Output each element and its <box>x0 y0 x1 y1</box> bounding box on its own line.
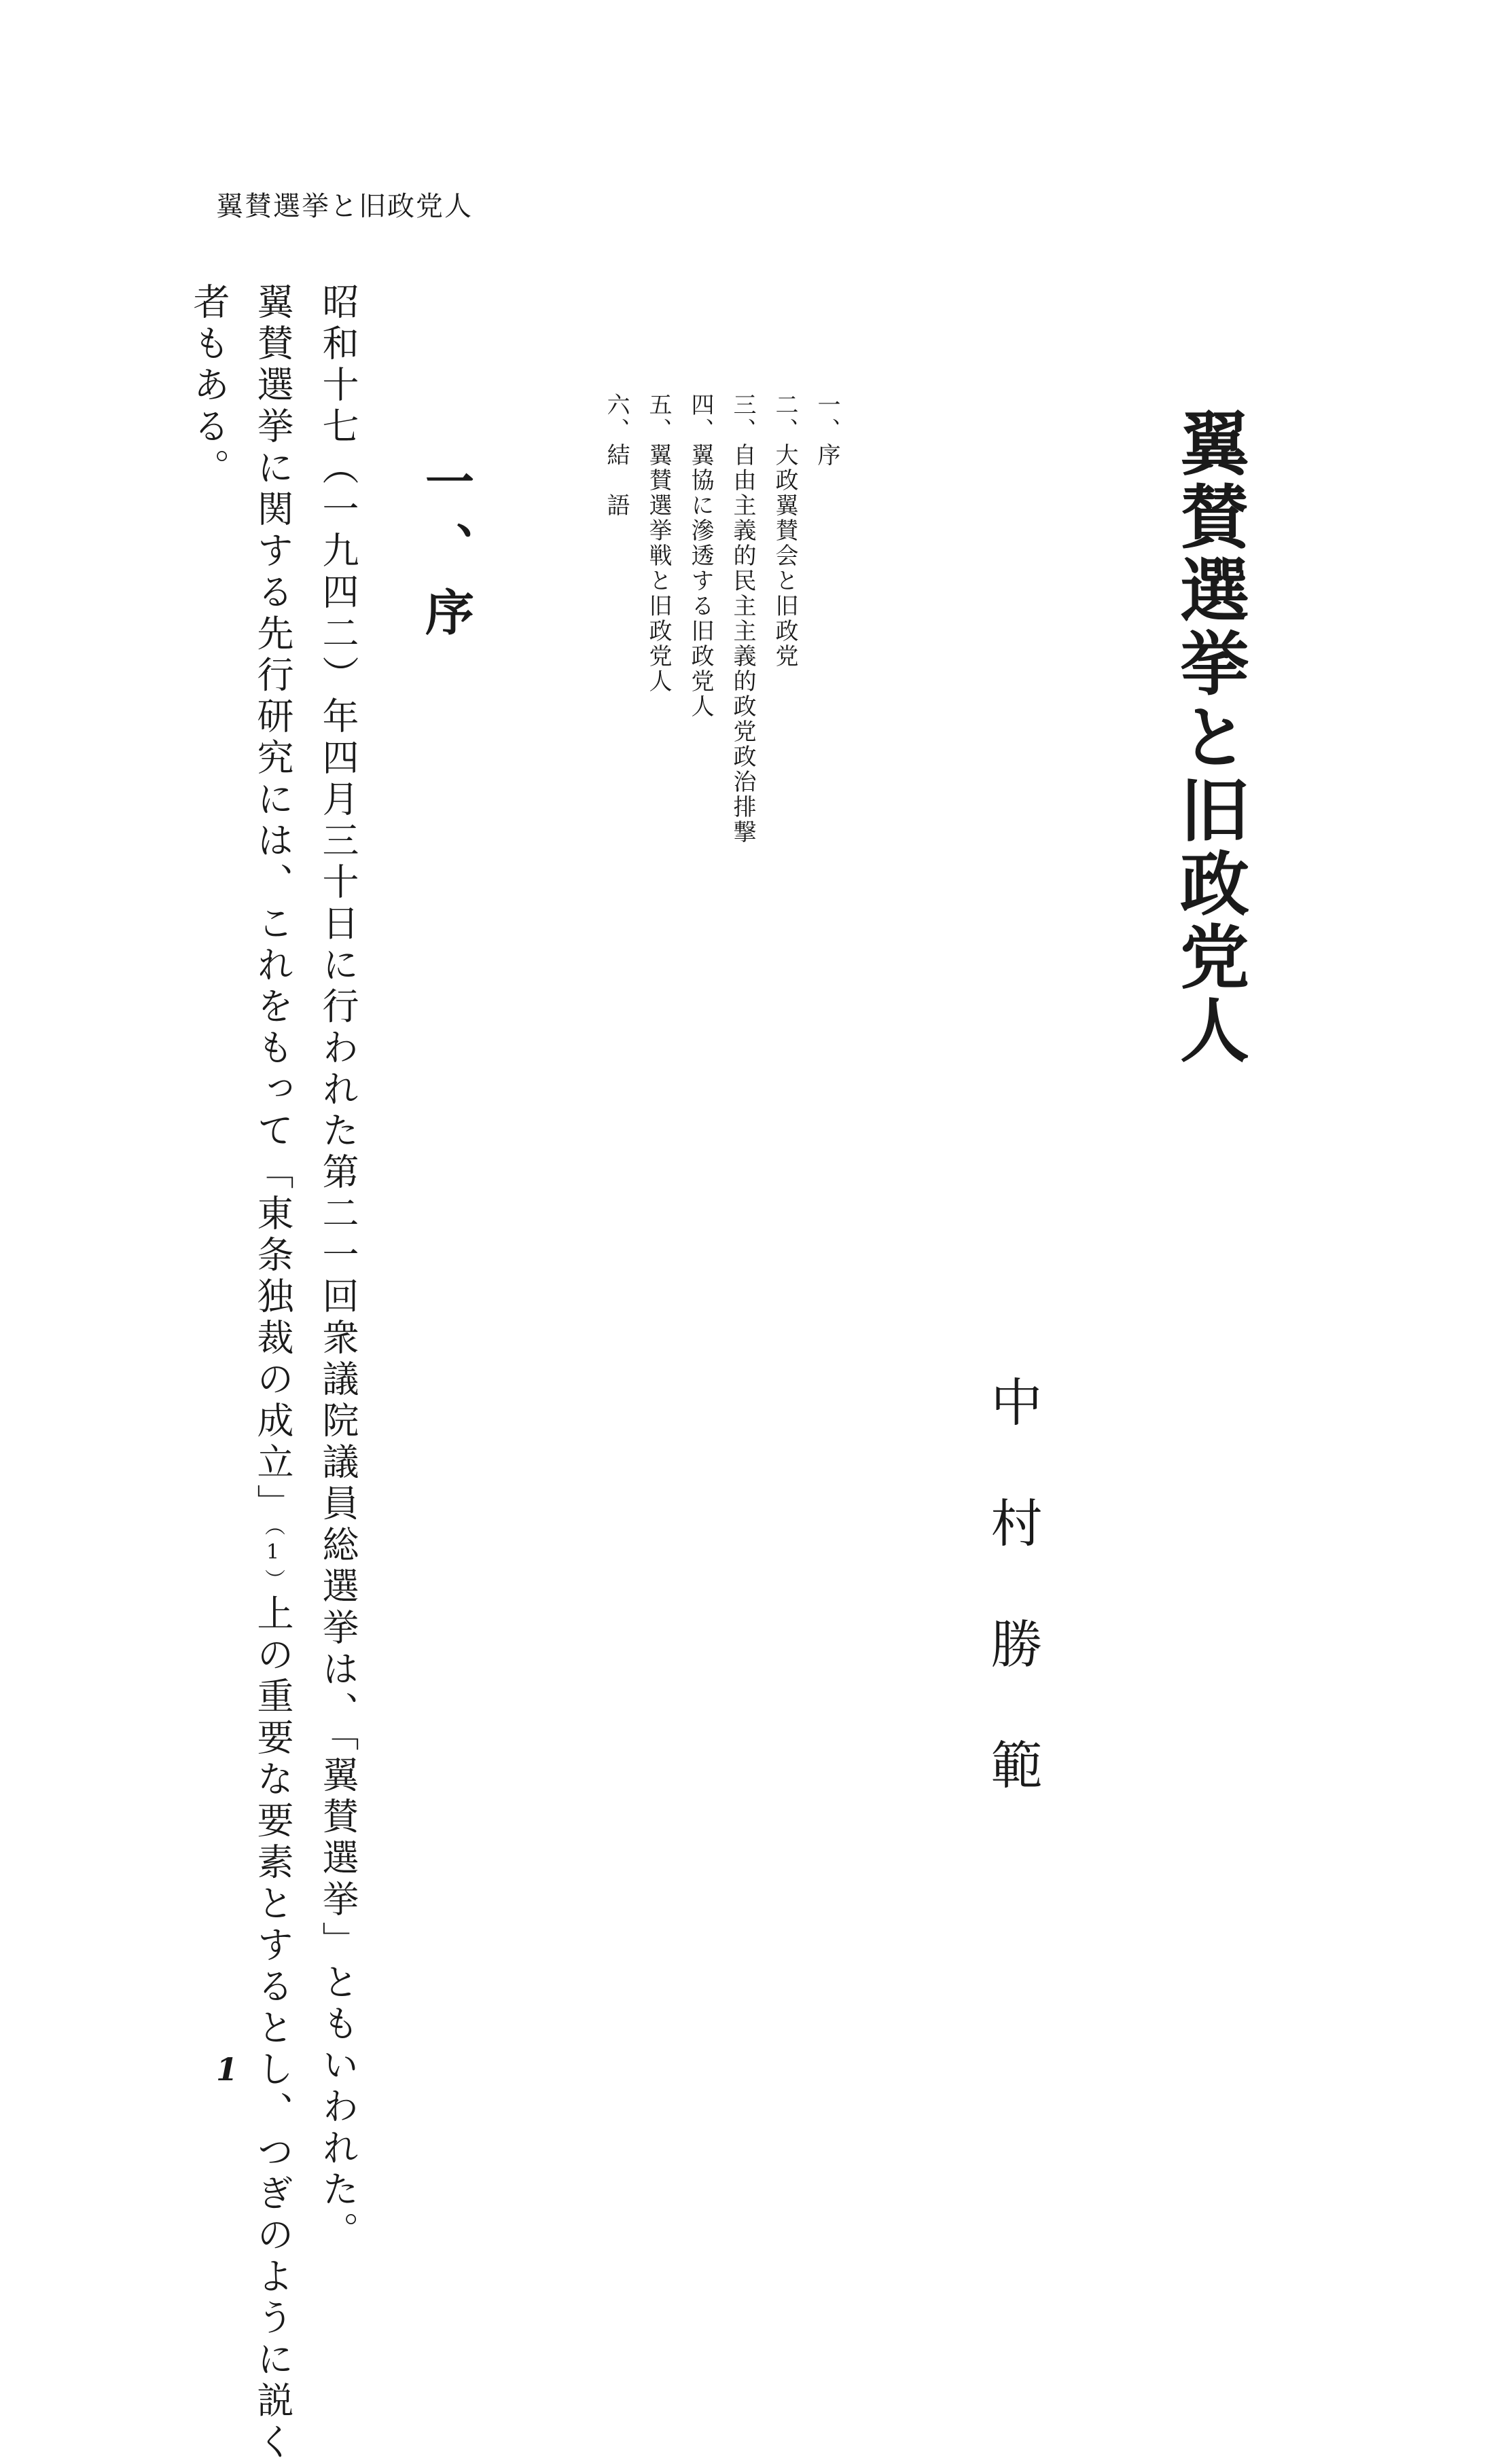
section-heading: 一、序 <box>417 456 475 652</box>
toc-item-number: 一、 <box>813 393 840 443</box>
toc-item-number: 五、 <box>645 393 672 443</box>
body-text-run: 者もある。 <box>188 283 230 490</box>
toc-item <box>689 393 712 719</box>
toc-item-label: 自由主義的民主主義的政党政治排撃 <box>729 443 756 845</box>
page-number: 1 <box>216 2051 238 2088</box>
body-paragraph-line <box>188 283 230 490</box>
body-text-run: 上の重要な要素とするとし、つぎのように説く <box>251 1594 294 2464</box>
toc-item <box>815 393 838 468</box>
author-name: 中村勝範 <box>982 1375 1043 1859</box>
toc-item <box>731 393 754 845</box>
toc-item-number: 四、 <box>687 393 714 443</box>
body-text-run: 翼賛選挙に関する先行研究には、これをもって「東条独裁の成立」 <box>251 283 294 1525</box>
article-title: 翼賛選挙と旧政党人 <box>1168 407 1249 1068</box>
toc-item-number: 二、 <box>771 393 798 443</box>
toc-item-label: 翼賛選挙戦と旧政党人 <box>645 443 672 694</box>
toc-item-number: 三、 <box>729 393 756 443</box>
footnote-reference: （1） <box>261 1525 285 1594</box>
toc-item-number: 六、 <box>603 393 630 443</box>
body-text-run: 昭和十七（一九四二）年四月三十日に行われた第二一回衆議院議員総選挙は、「翼賛選挙」ともいわれた。 <box>317 283 359 2253</box>
toc-item-label: 翼協に滲透する旧政党人 <box>687 443 714 719</box>
body-paragraph-line <box>251 283 294 2464</box>
toc-item <box>647 393 670 694</box>
running-header: 翼賛選挙と旧政党人 <box>216 191 473 222</box>
toc-item <box>605 393 628 518</box>
body-paragraph-line <box>317 283 359 2253</box>
toc-item-label: 序 <box>813 443 840 468</box>
toc-item <box>773 393 796 669</box>
toc-item-label: 結 語 <box>603 443 630 518</box>
toc-item-label: 大政翼賛会と旧政党 <box>771 443 798 669</box>
